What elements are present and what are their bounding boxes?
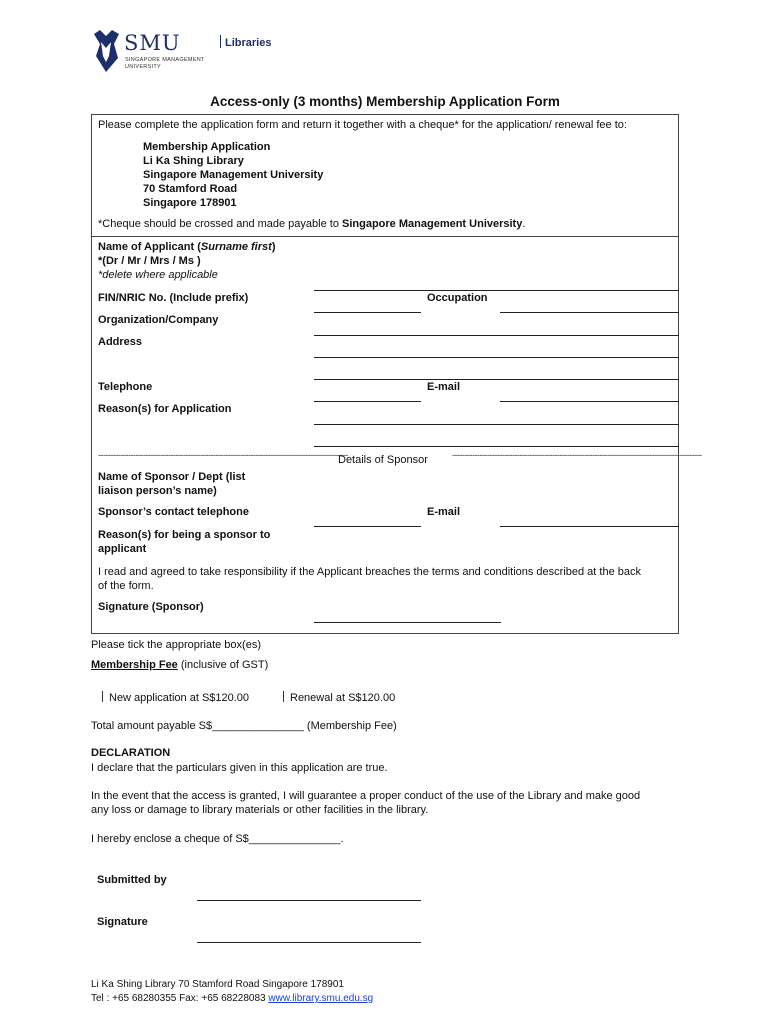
sponsor-reasons-label-2: applicant: [98, 543, 147, 555]
sponsor-telephone-input-line[interactable]: [314, 526, 421, 527]
sponsor-agreement-line-1: I read and agreed to take responsibility if the Applicant breaches the terms and conditions described at the back: [98, 566, 641, 578]
sponsor-email-input-line[interactable]: [500, 526, 679, 527]
submitted-by-label: Submitted by: [97, 874, 167, 886]
occupation-input-line[interactable]: [500, 312, 679, 313]
intro-text: Please complete the application form and return it together with a cheque* for the application/ renewal fee to:: [98, 119, 627, 131]
form-title: Access-only (3 months) Membership Application Form: [210, 94, 560, 109]
new-application-checkbox[interactable]: [102, 691, 103, 702]
fin-input-line[interactable]: [314, 312, 421, 313]
tick-instruction: Please tick the appropriate box(es): [91, 639, 261, 651]
address-line: Membership Application: [143, 141, 271, 153]
section-divider: [91, 236, 679, 237]
footer-contact: Tel : +65 68280355 Fax: +65 68228083 www.library.smu.edu.sg: [91, 993, 374, 1004]
reasons-input-line-1[interactable]: [314, 424, 679, 425]
reasons-input-line-2[interactable]: [314, 446, 679, 447]
signature-line[interactable]: [197, 942, 421, 943]
sponsor-name-label-1: Name of Sponsor / Dept (list: [98, 471, 246, 483]
mailing-address: [143, 140, 323, 210]
cheque-enclosure: I hereby enclose a cheque of S$_______________.: [91, 833, 344, 845]
submitted-by-line[interactable]: [197, 900, 421, 901]
telephone-input-line[interactable]: [314, 401, 421, 402]
fin-nric-label: FIN/NRIC No. (Include prefix): [98, 292, 249, 304]
sponsor-telephone-label: Sponsor’s contact telephone: [98, 506, 249, 518]
address-line: 70 Stamford Road: [143, 183, 238, 195]
titles-label: *(Dr / Mr / Mrs / Ms ): [98, 255, 201, 267]
sponsor-divider-left: ----------------------------------------------------------------------------------------------------: [98, 450, 348, 460]
library-website-link[interactable]: www.library.smu.edu.sg: [268, 993, 374, 1004]
email-label: E-mail: [427, 381, 461, 393]
cheque-note: *Cheque should be crossed and made payable to Singapore Management University.: [98, 218, 526, 230]
address-input-line-1[interactable]: [314, 357, 679, 358]
organization-input-line[interactable]: [314, 335, 679, 336]
declaration-line-2: In the event that the access is granted, I will guarantee a proper conduct of the use of the Library and make good: [91, 790, 641, 802]
membership-fee-heading: Membership Fee (inclusive of GST): [91, 659, 269, 671]
address-line: Li Ka Shing Library: [143, 155, 244, 167]
address-line: Singapore Management University: [143, 169, 324, 181]
logo-wordmark: SMU: [124, 31, 181, 55]
address-input-line-2[interactable]: [314, 379, 679, 380]
new-application-option[interactable]: New application at S$120.00: [102, 691, 249, 704]
name-of-applicant-label: Name of Applicant (Surname first): [98, 241, 276, 253]
sponsor-signature-line[interactable]: [314, 622, 501, 623]
occupation-label: Occupation: [427, 292, 488, 304]
renewal-checkbox[interactable]: [283, 691, 284, 702]
email-input-line[interactable]: [500, 401, 679, 402]
reasons-label: Reason(s) for Application: [98, 403, 232, 415]
sponsor-name-label-2: liaison person’s name): [98, 485, 217, 497]
logo-university-line1: SINGAPORE MANAGEMENT: [125, 57, 205, 63]
declaration-heading: DECLARATION: [91, 747, 171, 759]
sponsor-signature-label: Signature (Sponsor): [98, 601, 204, 613]
footer-address: Li Ka Shing Library 70 Stamford Road Singapore 178901: [91, 979, 344, 990]
renewal-option[interactable]: Renewal at S$120.00: [283, 691, 395, 704]
sponsor-agreement-line-2: of the form.: [98, 580, 154, 592]
organization-label: Organization/Company: [98, 314, 219, 326]
name-input-line[interactable]: [314, 290, 679, 291]
sponsor-email-label: E-mail: [427, 506, 461, 518]
logo-university-line2: UNIVERSITY: [125, 64, 162, 70]
sponsor-section-label: Details of Sponsor: [338, 454, 428, 466]
logo-libraries: Libraries: [220, 35, 271, 49]
signature-label: Signature: [97, 916, 148, 928]
smu-crest-icon: [92, 28, 122, 74]
telephone-label: Telephone: [98, 381, 153, 393]
sponsor-reasons-label-1: Reason(s) for being a sponsor to: [98, 529, 271, 541]
smu-libraries-logo: [92, 28, 282, 76]
sponsor-divider-right: ----------------------------------------------------------------------------------------------------: [452, 450, 702, 460]
declaration-line-1: I declare that the particulars given in this application are true.: [91, 762, 388, 774]
address-line: Singapore 178901: [143, 197, 237, 209]
address-label: Address: [98, 336, 143, 348]
total-amount-payable: Total amount payable S$_______________ (Membership Fee): [91, 720, 397, 732]
delete-note: *delete where applicable: [98, 269, 218, 281]
declaration-line-3: any loss or damage to library materials or other facilities in the library.: [91, 804, 429, 816]
